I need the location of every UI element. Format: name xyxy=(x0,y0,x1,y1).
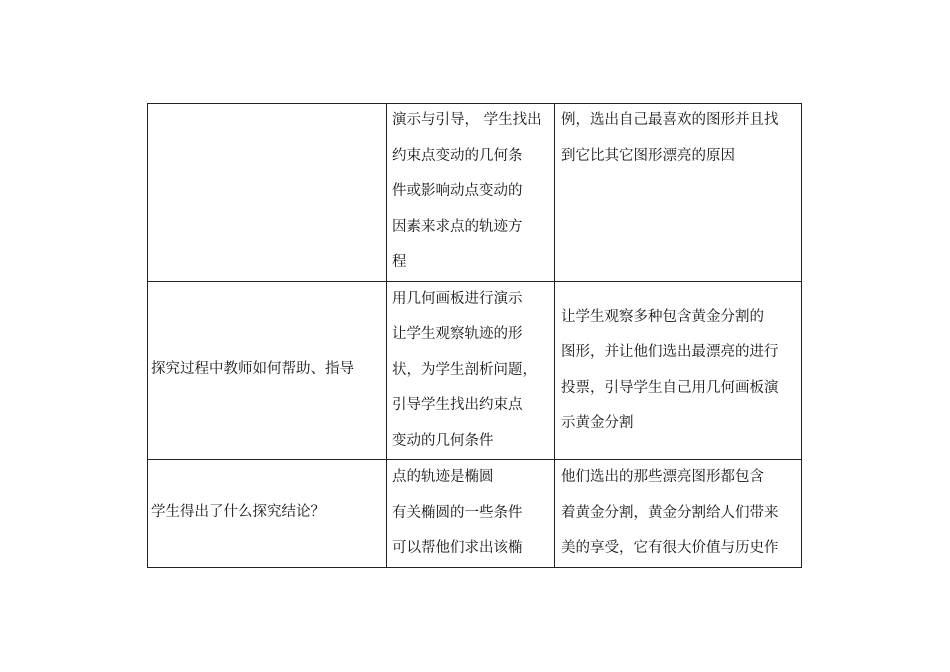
cell-text xyxy=(387,460,554,567)
text-line: 他们选出的那些漂亮图形都包含 xyxy=(561,469,764,485)
text-line: 学生得出了什么探究结论？ xyxy=(151,504,325,520)
cell-text xyxy=(148,282,386,388)
text-line: 着黄金分割，黄金分割给人们带来 xyxy=(561,504,779,521)
text-line: 到它比其它图形漂亮的原因 xyxy=(561,147,735,164)
lesson-table xyxy=(147,103,802,568)
table-row xyxy=(148,460,802,568)
text-line: 可以帮他们求出该椭 xyxy=(392,540,523,556)
table-cell-teacher xyxy=(387,104,555,282)
text-line: 状，为学生剖析问题， xyxy=(392,361,537,378)
text-line: 示黄金分割 xyxy=(561,415,634,431)
table-cell-question xyxy=(148,104,387,282)
text-line: 变动的几何条件 xyxy=(392,432,494,449)
cell-text xyxy=(387,282,554,460)
text-line: 件或影响动点变动的 xyxy=(392,183,523,199)
cell-text xyxy=(387,103,554,281)
cell-text xyxy=(555,460,801,567)
text-line: 例，选出自己最喜欢的图形并且找 xyxy=(561,112,779,128)
text-line: 探究过程中教师如何帮助、指导 xyxy=(151,360,354,377)
table-cell-teacher xyxy=(387,460,555,568)
text-line: 图形，并让他们选出最漂亮的进行 xyxy=(561,344,779,360)
table-cell-question xyxy=(148,281,387,460)
text-line: 演示与引导， 学生找出 xyxy=(392,112,542,128)
text-line: 约束点变动的几何条 xyxy=(392,147,523,164)
table-cell-question xyxy=(148,460,387,568)
text-line: 投票，引导学生自己用几何画板演 xyxy=(561,379,779,396)
text-line: 有关椭圆的一些条件 xyxy=(392,504,523,521)
text-line: 让学生观察多种包含黄金分割的 xyxy=(561,308,764,325)
table-cell-student xyxy=(555,460,802,568)
text-line: 让学生观察轨迹的形 xyxy=(392,326,523,342)
cell-text xyxy=(555,103,801,174)
text-line: 用几何画板进行演示 xyxy=(392,290,523,307)
table-cell-teacher xyxy=(387,281,555,460)
table-cell-student xyxy=(555,281,802,460)
text-line: 点的轨迹是椭圆 xyxy=(392,469,494,485)
table-row xyxy=(148,281,802,460)
cell-text xyxy=(148,460,386,531)
text-line: 美的享受，它有很大价值与历史作 xyxy=(561,540,779,556)
text-line: 因素来求点的轨迹方 xyxy=(392,218,523,235)
table-cell-student xyxy=(555,104,802,282)
text-line: 程 xyxy=(392,254,407,270)
text-line: 引导学生找出约束点 xyxy=(392,397,523,413)
table-row xyxy=(148,104,802,282)
cell-text xyxy=(555,282,801,442)
